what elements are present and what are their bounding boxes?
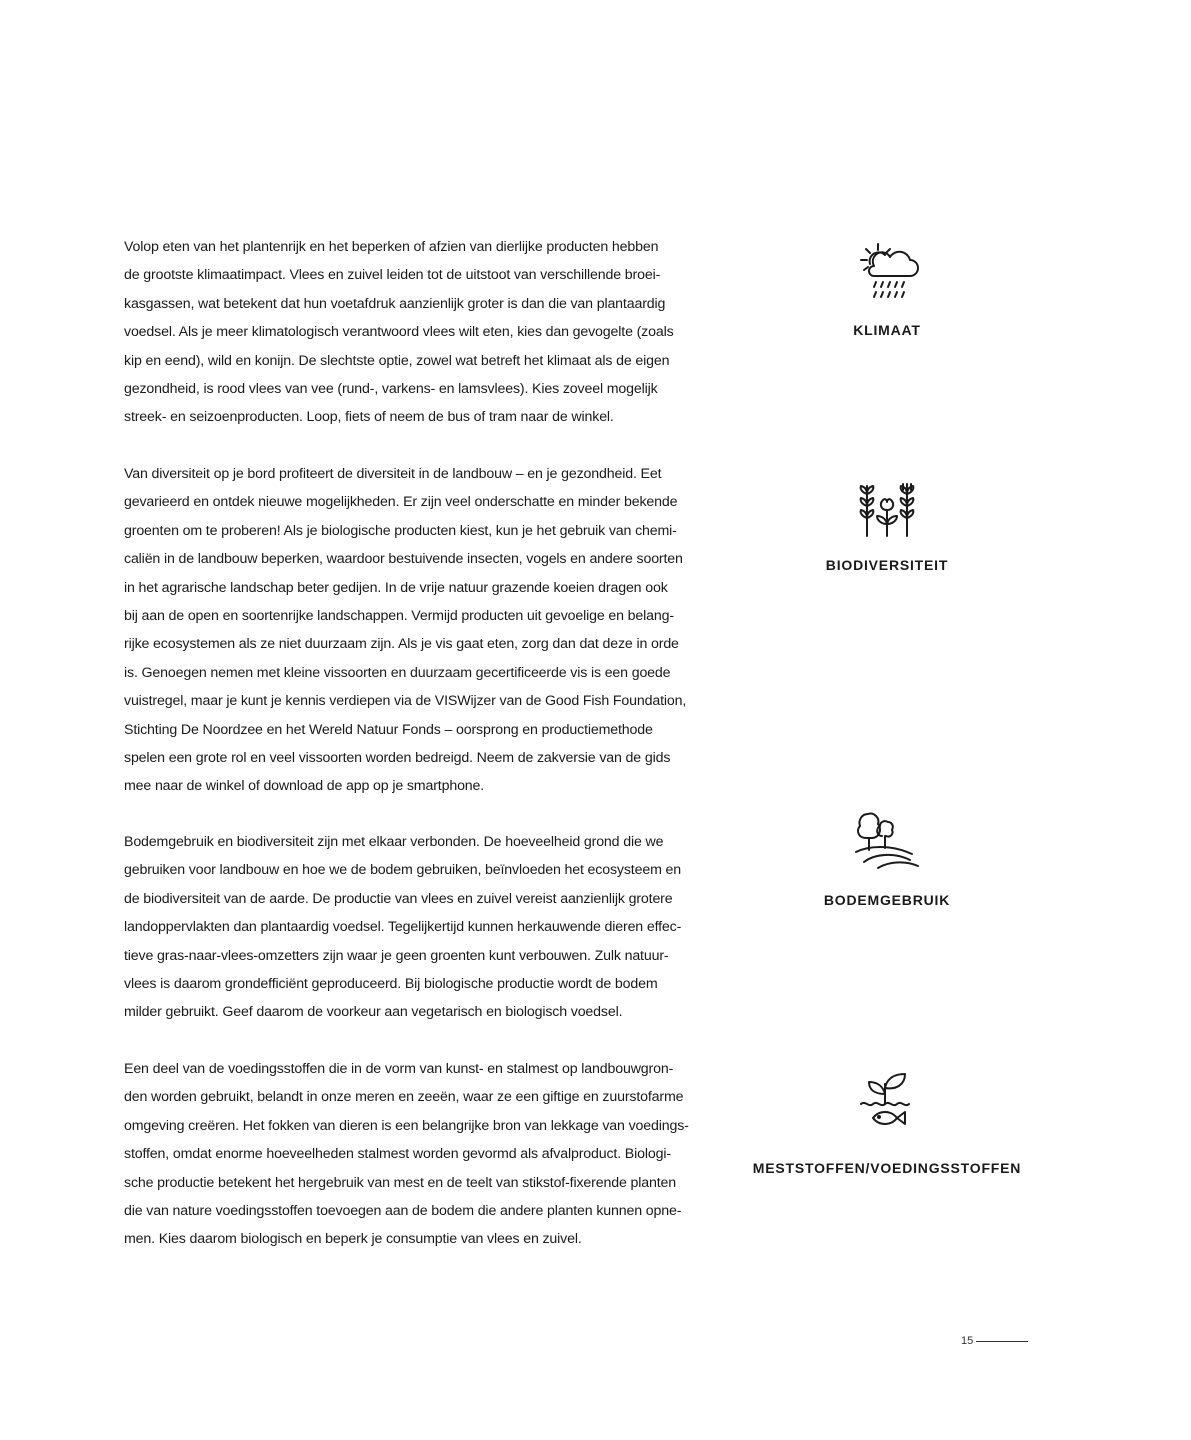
- paragraph-klimaat: [124, 233, 724, 432]
- weather-icon: [854, 240, 920, 306]
- text-line: de biodiversiteit van de aarde. De productie van vlees en zuivel vereist aanzienlijk grotere: [124, 890, 673, 907]
- trees-field-icon: [854, 810, 920, 870]
- text-line: mee naar de winkel of download de app op je smartphone.: [124, 778, 485, 795]
- footer-rule: [976, 1341, 1028, 1342]
- text-line: streek- en seizoenproducten. Loop, fiets of neem de bus of tram naar de winkel.: [124, 409, 614, 426]
- text-line: vlees is daarom grondefficiënt geproduceerd. Bij biologische productie wordt de bodem: [124, 976, 658, 993]
- text-line: spelen een grote rol en veel vissoorten worden bedreigd. Neem de zakversie van de gids: [124, 750, 671, 767]
- text-line: in het agrarische landschap beter gedijen. In de vrije natuur grazende koeien dragen ook: [124, 579, 668, 596]
- paragraph-meststoffen: [124, 1055, 724, 1254]
- icon-label-klimaat: KLIMAAT: [853, 322, 921, 338]
- text-line: tieve gras-naar-vlees-omzetters zijn waar je geen groenten kunt verbouwen. Zulk natuur-: [124, 947, 669, 964]
- text-line: voedsel. Als je meer klimatologisch verantwoord vlees wilt eten, kies dan gevogelte (zoals: [124, 324, 674, 341]
- text-line: kasgassen, wat betekent dat hun voetafdruk aanzienlijk groter is dan die van plantaardig: [124, 295, 666, 312]
- plants-icon: [855, 480, 919, 540]
- text-line: gevarieerd en ontdek nieuwe mogelijkheden. Er zijn veel onderschatte en minder bekende: [124, 494, 678, 511]
- text-line: die van nature voedingsstoffen toevoegen aan de bodem die andere planten kunnen opne-: [124, 1203, 682, 1220]
- text-line: Van diversiteit op je bord profiteert de diversiteit in de landbouw – en je gezondheid. Eet: [124, 466, 662, 482]
- text-line: milder gebruikt. Geef daarom de voorkeur aan vegetarisch en biologisch voedsel.: [124, 1004, 623, 1021]
- sprout-fish-icon: [857, 1070, 917, 1130]
- text-line: caliën in de landbouw beperken, waardoor bestuivende insecten, vogels en andere soorten: [124, 551, 683, 568]
- text-line: men. Kies daarom biologisch en beperk je consumptie van vlees en zuivel.: [124, 1231, 582, 1248]
- paragraph-biodiversiteit: [124, 460, 724, 801]
- text-line: Bodemgebruik en biodiversiteit zijn met elkaar verbonden. De hoeveelheid grond die we: [124, 834, 664, 850]
- page-number: 15: [961, 1335, 974, 1347]
- text-line: kip en eend), wild en konijn. De slechtste optie, zowel wat betreft het klimaat als de eigen: [124, 352, 670, 369]
- text-line: gezondheid, is rood vlees van vee (rund-, varkens- en lamsvlees). Kies zoveel mogelijk: [124, 381, 658, 398]
- klimaat-block: [737, 240, 1037, 338]
- text-line: rijke ecosystemen als ze niet duurzaam zijn. Als je vis gaat eten, zorg dan dat deze in orde: [124, 636, 679, 653]
- text-line: Volop eten van het plantenrijk en het beperken of afzien van dierlijke producten hebben: [124, 239, 659, 255]
- text-line: Stichting De Noordzee en het Wereld Natuur Fonds – oorsprong en productiemethode: [124, 721, 653, 738]
- text-line: omgeving creëren. Het fokken van dieren is een belangrijke bron van lekkage van voedings-: [124, 1117, 689, 1134]
- icon-label-biodiversiteit: BIODIVERSITEIT: [825, 557, 949, 573]
- icon-label-bodemgebruik: BODEMGEBRUIK: [823, 892, 951, 908]
- text-line: groenten om te proberen! Als je biologische producten kiest, kun je het gebruik van chemi-: [124, 522, 677, 539]
- text-line: is. Genoegen nemen met kleine vissoorten en duurzaam gecertificeerde vis is een goede: [124, 664, 671, 681]
- text-line: de grootste klimaatimpact. Vlees en zuivel leiden tot de uitstoot van verschillende broei-: [124, 267, 661, 284]
- page-footer: [955, 1333, 1035, 1353]
- biodiversiteit-block: [737, 480, 1037, 573]
- meststoffen-block: [737, 1070, 1037, 1176]
- text-line: Een deel van de voedingsstoffen die in de vorm van kunst- en stalmest op landbouwgron-: [124, 1061, 674, 1077]
- text-line: landoppervlakten dan plantaardig voedsel. Tegelijkertijd kunnen herkauwende dieren effec-: [124, 919, 682, 936]
- text-line: gebruiken voor landbouw en hoe we de bodem gebruiken, beïnvloeden het ecosysteem en: [124, 862, 682, 879]
- icon-label-meststoffen: MESTSTOFFEN/VOEDINGSSTOFFEN: [752, 1160, 1022, 1176]
- text-line: stoffen, omdat enorme hoeveelheden stalmest worden gevormd als afvalproduct. Biologi-: [124, 1146, 671, 1163]
- text-line: sche productie betekent het hergebruik van mest en de teelt van stikstof-fixerende planten: [124, 1174, 676, 1191]
- text-line: bij aan de open en soortenrijke landschappen. Vermijd producten uit gevoelige en belang-: [124, 608, 674, 625]
- bodemgebruik-block: [737, 810, 1037, 908]
- paragraph-bodemgebruik: [124, 828, 724, 1027]
- text-line: vuistregel, maar je kunt je kennis verdiepen via de VISWijzer van de Good Fish Foundation,: [124, 693, 687, 710]
- text-line: den worden gebruikt, belandt in onze meren en zeeën, waar ze een giftige en zuurstofarme: [124, 1089, 684, 1106]
